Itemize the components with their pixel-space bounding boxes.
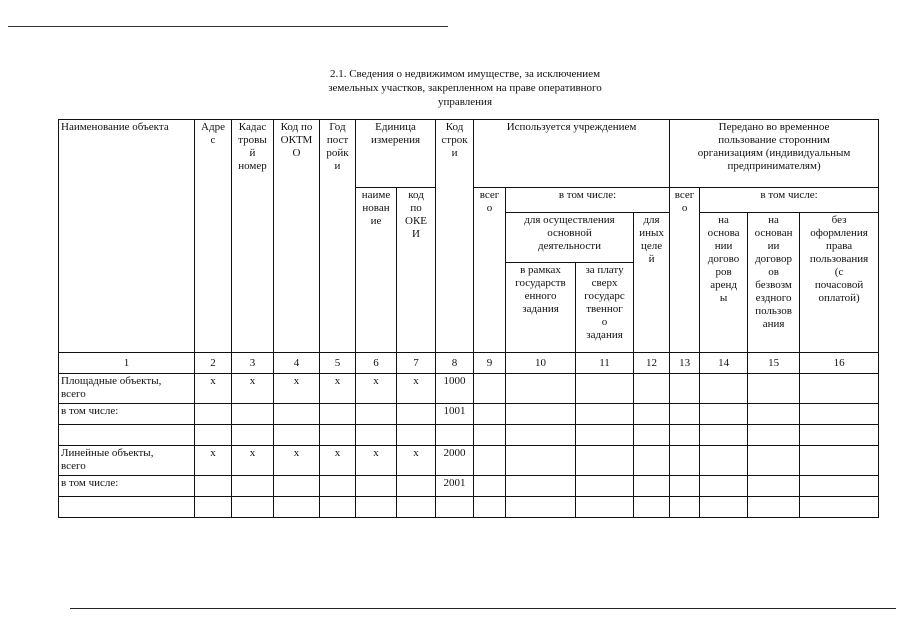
cell-empty [576, 404, 634, 425]
cell-year: x [320, 374, 356, 404]
column-number: 11 [576, 353, 634, 374]
cell-empty [634, 476, 670, 497]
header-cadastral: Кадас тровы й номер [232, 120, 274, 353]
cell-empty [232, 497, 274, 518]
cell-empty [800, 374, 879, 404]
cell-empty [576, 497, 634, 518]
cell-unit-name: x [356, 374, 397, 404]
cell-empty [274, 497, 320, 518]
column-number: 9 [474, 353, 506, 374]
header-other: для иных целе й [634, 213, 670, 353]
cell-address: x [195, 374, 232, 404]
cell-cadastral: x [232, 374, 274, 404]
cell-empty [195, 425, 232, 446]
cell-empty [800, 425, 879, 446]
cell-empty [576, 374, 634, 404]
cell-empty [195, 404, 232, 425]
header-used: Используется учреждением [474, 120, 670, 188]
table-row [59, 446, 879, 476]
column-number: 8 [436, 353, 474, 374]
row-name: в том числе: [59, 476, 195, 497]
cell-empty [576, 476, 634, 497]
header-used-total: всег о [474, 188, 506, 353]
cell-empty [506, 497, 576, 518]
column-number: 4 [274, 353, 320, 374]
column-number: 15 [748, 353, 800, 374]
header-okei: код по ОКЕ И [397, 188, 436, 353]
header-transferred: Передано во временное пользование сторонним организациям (индивидуальным предпринимателям) [670, 120, 879, 188]
cell-empty [576, 425, 634, 446]
cell-empty [634, 404, 670, 425]
column-number: 1 [59, 353, 195, 374]
cell-empty [700, 374, 748, 404]
title-line-3: управления [437, 96, 493, 108]
header-address: Адре с [195, 120, 232, 353]
cell-empty [506, 404, 576, 425]
cell-empty [59, 497, 195, 518]
cell-oktmo: x [274, 446, 320, 476]
cell-empty [800, 404, 879, 425]
cell-empty [700, 476, 748, 497]
cell-empty [670, 374, 700, 404]
property-table [58, 119, 879, 518]
cell-empty [474, 404, 506, 425]
cell-empty [397, 497, 436, 518]
cell-empty [436, 497, 474, 518]
cell-empty [800, 446, 879, 476]
cell-empty [274, 476, 320, 497]
cell-empty [320, 425, 356, 446]
cell-row-code: 1001 [436, 404, 474, 425]
table-row [59, 404, 879, 425]
cell-empty [748, 497, 800, 518]
header-paid-over: за плату сверх государс твенног о задания [576, 263, 634, 353]
cell-empty [670, 404, 700, 425]
cell-empty [274, 425, 320, 446]
cell-empty [670, 425, 700, 446]
row-name: в том числе: [59, 404, 195, 425]
cell-empty [506, 374, 576, 404]
column-number: 6 [356, 353, 397, 374]
cell-empty [59, 425, 195, 446]
column-number: 14 [700, 353, 748, 374]
header-row-code: Код строк и [436, 120, 474, 353]
cell-cadastral: x [232, 446, 274, 476]
table-row [59, 476, 879, 497]
cell-empty [700, 425, 748, 446]
cell-empty [356, 497, 397, 518]
title-line-2: земельных участков, закрепленном на праве оперативного [328, 82, 602, 94]
cell-empty [474, 446, 506, 476]
cell-row-code: 2001 [436, 476, 474, 497]
cell-empty [748, 446, 800, 476]
cell-row-code: 2000 [436, 446, 474, 476]
header-state-task: в рамках государств енного задания [506, 263, 576, 353]
cell-empty [474, 425, 506, 446]
section-title [290, 67, 640, 109]
column-number: 3 [232, 353, 274, 374]
header-trans-incl: в том числе: [700, 188, 879, 213]
cell-empty [700, 497, 748, 518]
top-rule [8, 26, 448, 27]
header-lease: на основа нии догово ров аренд ы [700, 213, 748, 353]
table-row [59, 497, 879, 518]
cell-empty [320, 476, 356, 497]
cell-empty [397, 476, 436, 497]
cell-empty [320, 497, 356, 518]
cell-empty [356, 404, 397, 425]
cell-unit-name: x [356, 446, 397, 476]
bottom-rule [70, 608, 896, 609]
column-number: 2 [195, 353, 232, 374]
cell-empty [506, 446, 576, 476]
header-main-activity: для осуществления основной деятельности [506, 213, 634, 263]
cell-okei: x [397, 446, 436, 476]
cell-empty [320, 404, 356, 425]
column-number: 12 [634, 353, 670, 374]
cell-address: x [195, 446, 232, 476]
cell-empty [356, 476, 397, 497]
cell-empty [474, 374, 506, 404]
row-name: Линейные объекты, всего [59, 446, 195, 476]
header-oktmo: Код по ОКТМ О [274, 120, 320, 353]
header-year: Год пост ройк и [320, 120, 356, 353]
cell-empty [670, 476, 700, 497]
cell-empty [576, 446, 634, 476]
cell-empty [397, 404, 436, 425]
header-used-incl: в том числе: [506, 188, 670, 213]
cell-okei: x [397, 374, 436, 404]
column-number-row [59, 353, 879, 374]
column-number: 5 [320, 353, 356, 374]
cell-empty [800, 476, 879, 497]
header-unit-name: наиме нован ие [356, 188, 397, 353]
cell-oktmo: x [274, 374, 320, 404]
cell-row-code: 1000 [436, 374, 474, 404]
header-trans-total: всег о [670, 188, 700, 353]
column-number: 13 [670, 353, 700, 374]
cell-empty [634, 497, 670, 518]
header-name: Наименование объекта [59, 120, 195, 353]
cell-empty [232, 476, 274, 497]
cell-empty [634, 374, 670, 404]
column-number: 10 [506, 353, 576, 374]
cell-empty [700, 404, 748, 425]
cell-empty [232, 404, 274, 425]
cell-empty [634, 446, 670, 476]
header-free-use: на основан ии договор ов безвозм ездного пользов ания [748, 213, 800, 353]
title-line-1: 2.1. Сведения о недвижимом имуществе, за исключением [329, 68, 601, 80]
column-number: 16 [800, 353, 879, 374]
cell-empty [195, 497, 232, 518]
cell-year: x [320, 446, 356, 476]
cell-empty [436, 425, 474, 446]
header-no-contract: без оформления права пользования (с почасовой оплатой) [800, 213, 879, 353]
cell-empty [748, 476, 800, 497]
cell-empty [274, 404, 320, 425]
cell-empty [670, 446, 700, 476]
cell-empty [748, 425, 800, 446]
cell-empty [474, 497, 506, 518]
cell-empty [474, 476, 506, 497]
cell-empty [506, 476, 576, 497]
table-row [59, 374, 879, 404]
header-unit: Единица измерения [356, 120, 436, 188]
cell-empty [397, 425, 436, 446]
column-number: 7 [397, 353, 436, 374]
cell-empty [356, 425, 397, 446]
cell-empty [670, 497, 700, 518]
cell-empty [506, 425, 576, 446]
row-name: Площадные объекты, всего [59, 374, 195, 404]
cell-empty [800, 497, 879, 518]
cell-empty [195, 476, 232, 497]
cell-empty [700, 446, 748, 476]
cell-empty [634, 425, 670, 446]
cell-empty [232, 425, 274, 446]
cell-empty [748, 374, 800, 404]
cell-empty [748, 404, 800, 425]
table-row [59, 425, 879, 446]
